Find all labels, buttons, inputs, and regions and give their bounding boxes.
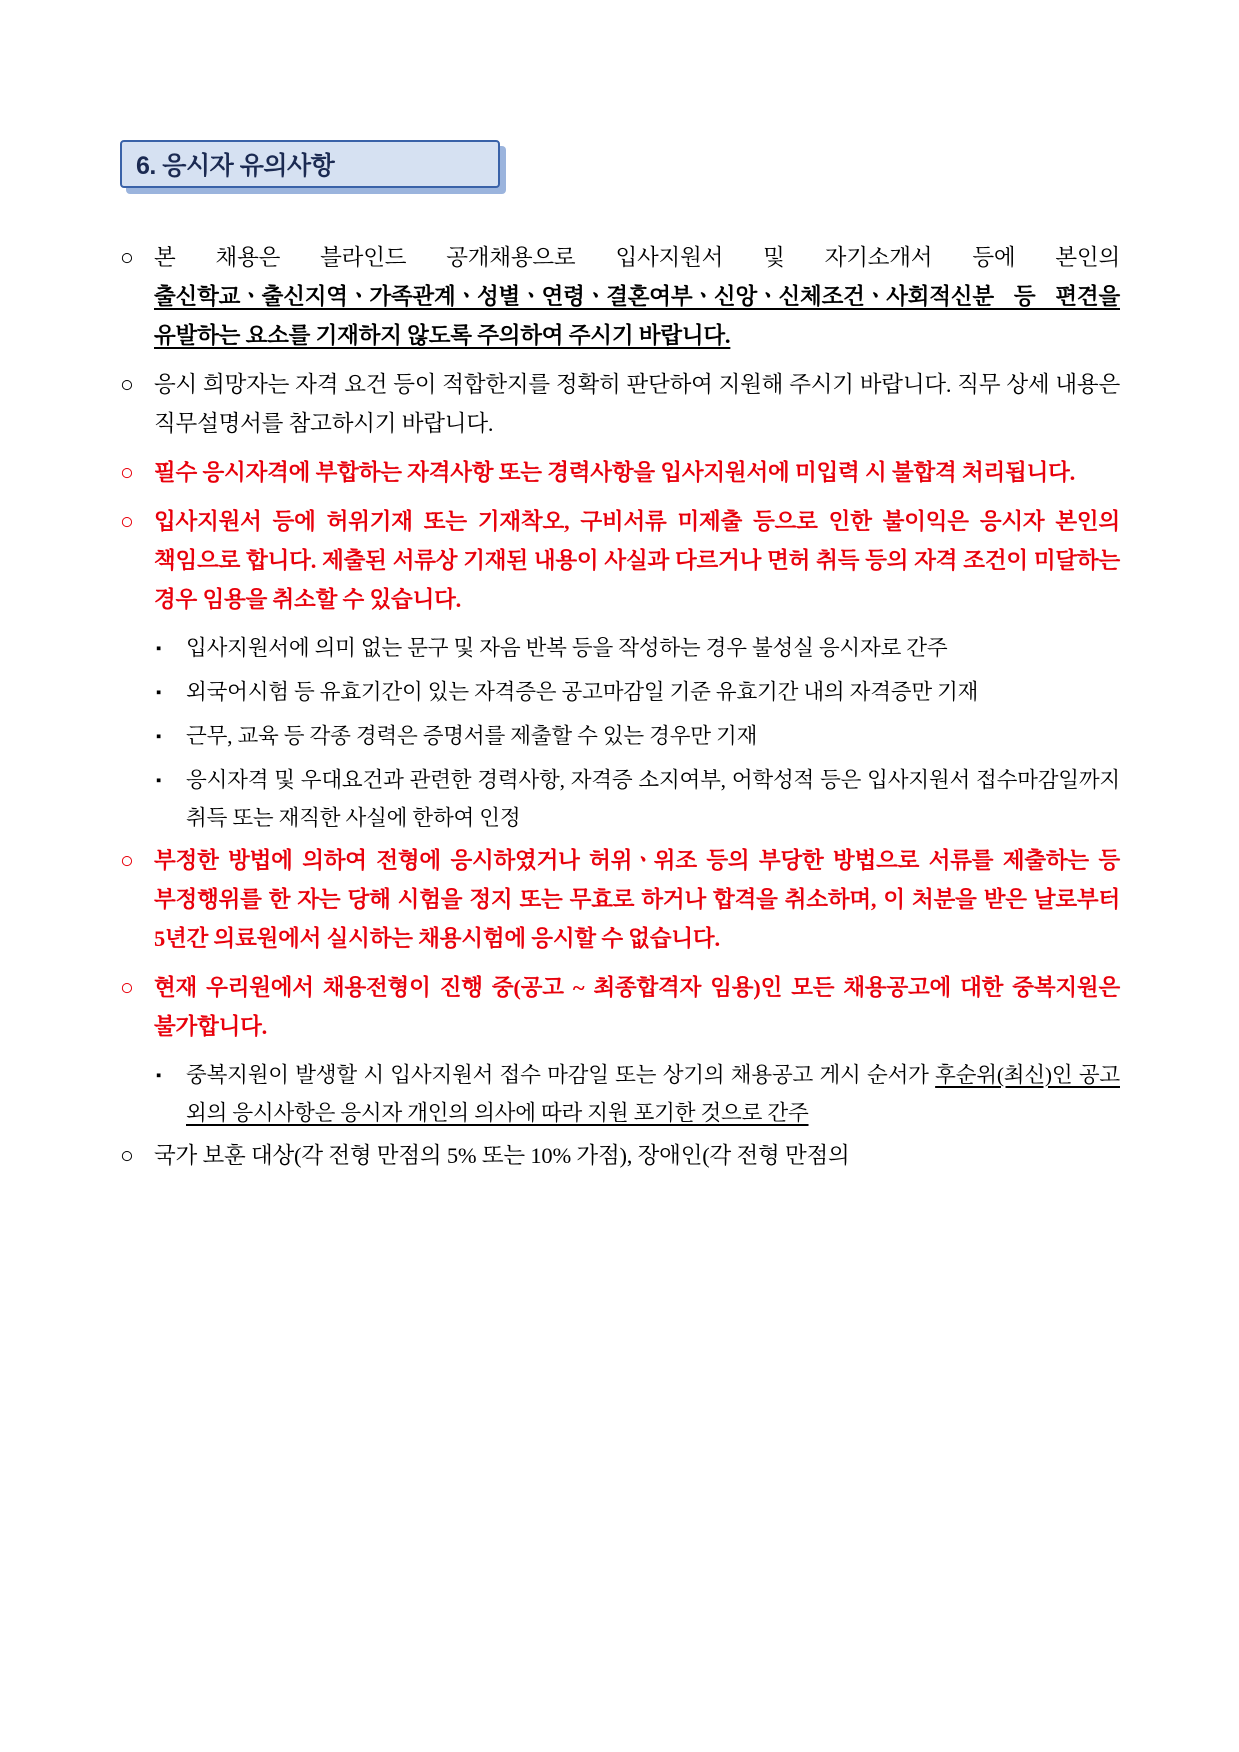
notice-veteran-disability-points bbox=[120, 1136, 1120, 1175]
circle-bullet-icon: ○ bbox=[120, 460, 134, 485]
sub-note-text: 외국어시험 등 유효기간이 있는 자격증은 공고마감일 기준 유효기간 내의 자격증만 기재 bbox=[186, 680, 979, 704]
notice-text: 응시 희망자는 자격 요건 등이 적합한지를 정확히 판단하여 지원해 주시기 바랍니다. 직무 상세 내용은 직무설명서를 참고하시기 바랍니다. bbox=[154, 372, 1120, 436]
sub-duplicate-giveup bbox=[120, 1056, 1120, 1132]
sub-note-text bbox=[186, 1056, 1120, 1132]
notice-duplicate-application bbox=[120, 968, 1120, 1046]
square-bullet-icon: ▪ bbox=[156, 685, 162, 701]
sub-note-text: 근무, 교육 등 각종 경력은 증명서를 제출할 수 있는 경우만 기재 bbox=[186, 724, 758, 748]
sub-career-certificate bbox=[120, 717, 1120, 757]
notice-check-qualification bbox=[120, 365, 1120, 443]
notice-text: 부정한 방법에 의하여 전형에 응시하였거나 허위ㆍ위조 등의 부당한 방법으로 서류를 제출하는 등 부정행위를 한 자는 당해 시험을 정지 또는 무효로 하거나 합격을 취소하며, 이 처분을 받은 날로부터 5년간 의료원에서 실시하는 채용시험에 응시할 수 없습니다. bbox=[154, 848, 1120, 951]
section-heading bbox=[120, 140, 500, 188]
notice-text: 필수 응시자격에 부합하는 자격사항 또는 경력사항을 입사지원서에 미입력 시 불합격 처리됩니다. bbox=[154, 460, 1076, 485]
notice-false-entry-responsibility bbox=[120, 502, 1120, 619]
square-bullet-icon: ▪ bbox=[156, 1068, 162, 1084]
sub-note-text: 응시자격 및 우대요건과 관련한 경력사항, 자격증 소지여부, 어학성적 등은 입사지원서 접수마감일까지 취득 또는 재직한 사실에 한하여 인정 bbox=[186, 768, 1120, 830]
notice-text bbox=[154, 238, 1120, 355]
notice-required-qualification-omission bbox=[120, 453, 1120, 492]
notice-cheating-penalty bbox=[120, 841, 1120, 958]
circle-bullet-icon: ○ bbox=[120, 372, 134, 397]
sub-note-prefix: 중복지원이 발생할 시 입사지원서 접수 마감일 또는 상기의 채용공고 게시 순서가 bbox=[186, 1063, 936, 1087]
section-heading-label: 6. 응시자 유의사항 bbox=[136, 152, 335, 180]
notice-text: 입사지원서 등에 허위기재 또는 기재착오, 구비서류 미제출 등으로 인한 불이익은 응시자 본인의 책임으로 합니다. 제출된 서류상 기재된 내용이 사실과 다르거나 면허 취득 등의 자격 조건이 미달하는 경우 임용을 취소할 수 있습니다. bbox=[154, 509, 1120, 612]
notice-text: 국가 보훈 대상(각 전형 만점의 5% 또는 10% 가점), 장애인(각 전형 만점의 bbox=[154, 1143, 850, 1168]
circle-bullet-icon: ○ bbox=[120, 509, 134, 534]
notice-text: 현재 우리원에서 채용전형이 진행 중(공고 ~ 최종합격자 임용)인 모든 채용공고에 대한 중복지원은 불가합니다. bbox=[154, 975, 1120, 1039]
circle-bullet-icon: ○ bbox=[120, 848, 134, 873]
square-bullet-icon: ▪ bbox=[156, 729, 162, 745]
circle-bullet-icon: ○ bbox=[120, 975, 134, 1000]
circle-bullet-icon: ○ bbox=[120, 1143, 134, 1168]
square-bullet-icon: ▪ bbox=[156, 641, 162, 657]
square-bullet-icon: ▪ bbox=[156, 773, 162, 789]
sub-meaningless-text bbox=[120, 629, 1120, 669]
notice-bold-underlined: 출신학교ㆍ출신지역ㆍ가족관계ㆍ성별ㆍ연령ㆍ결혼여부ㆍ신앙ㆍ신체조건ㆍ사회적신분 등 편견을 유발하는 요소를 기재하지 않도록 주의하여 주시기 바랍니다. bbox=[154, 284, 1120, 348]
notice-plain-prefix: 본 채용은 블라인드 공개채용으로 입사지원서 및 자기소개서 등에 본인의 bbox=[154, 245, 1120, 270]
notice-blind-recruit bbox=[120, 238, 1120, 355]
sub-note-underlined: 후순위(최신)인 공고 외의 응시사항은 응시자 개인의 의사에 따라 지원 포기한 것으로 간주 bbox=[186, 1063, 1120, 1125]
sub-valid-certificate bbox=[120, 673, 1120, 713]
circle-bullet-icon: ○ bbox=[120, 245, 134, 270]
sub-acquisition-deadline bbox=[120, 761, 1120, 837]
notice-list bbox=[120, 238, 1120, 1185]
heading-box bbox=[120, 140, 500, 188]
sub-note-text: 입사지원서에 의미 없는 문구 및 자음 반복 등을 작성하는 경우 불성실 응시자로 간주 bbox=[186, 636, 948, 660]
